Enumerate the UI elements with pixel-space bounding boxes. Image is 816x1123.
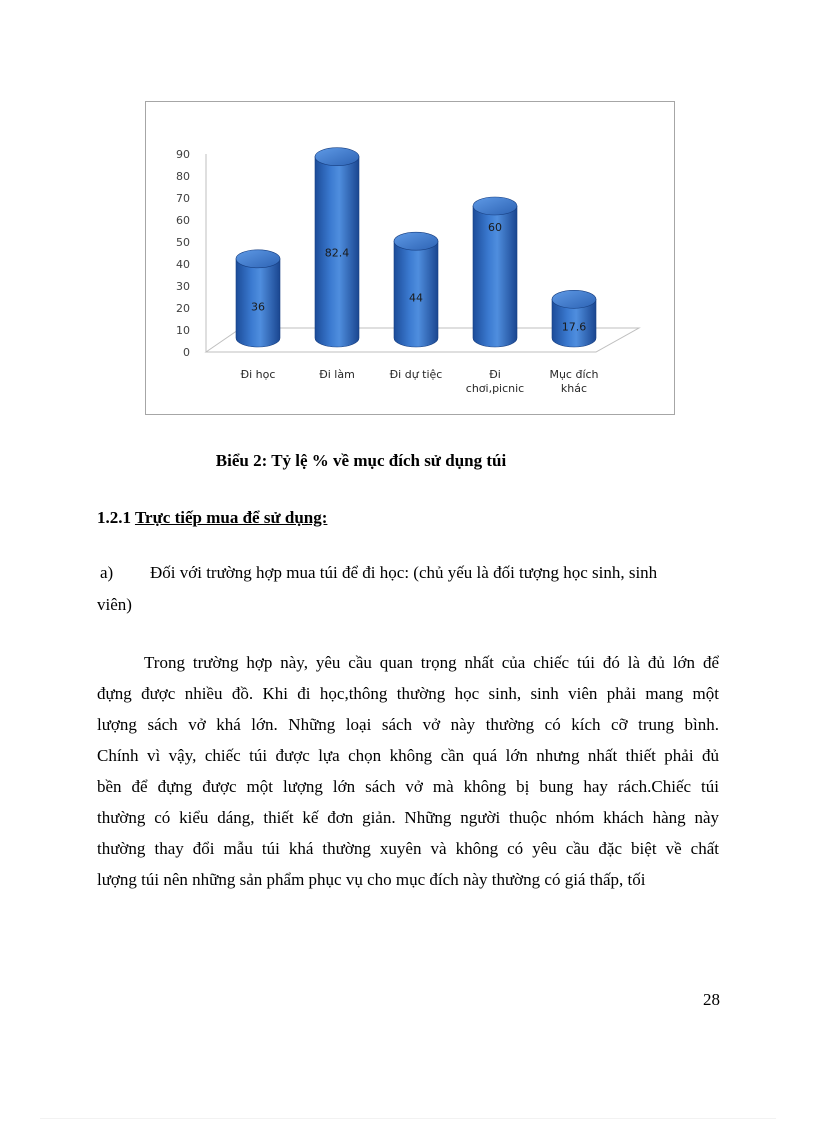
x-tick-label: Đi (489, 368, 501, 381)
y-tick-label: 60 (176, 214, 190, 227)
data-label: 36 (251, 300, 265, 314)
data-label: 17.6 (561, 320, 587, 334)
bar-cap (315, 148, 359, 166)
paragraph-line: thường có kiểu dáng, thiết kế đơn giản. Những người thuộc nhóm khách hàng này (97, 808, 719, 827)
y-tick-label: 80 (176, 170, 190, 183)
bar-cap (552, 290, 596, 308)
y-tick-label: 0 (183, 346, 190, 359)
section-number: 1.2.1 (97, 508, 131, 527)
data-label: 82.4 (324, 246, 350, 260)
caption-text: Biểu 2: Tỷ lệ % về mục đích sử dụng túi (215, 451, 507, 470)
list-item-a (97, 557, 719, 621)
list-item-line-2: viên) (97, 595, 132, 614)
list-marker: a) (100, 563, 114, 582)
y-tick-label: 40 (176, 258, 190, 271)
list-item-line-1: Đối với trường hợp mua túi để đi học: (chủ yếu là đối tượng học sinh, sinh (150, 563, 658, 582)
paragraph-line: Trong trường hợp này, yêu cầu quan trọng nhất của chiếc túi đó là đủ lớn để (144, 653, 719, 672)
page-divider (40, 1118, 776, 1119)
paragraph-line: bền để đựng được một lượng lớn sách vở mà không bị bung hay rách.Chiếc túi (97, 777, 719, 796)
y-tick-label: 10 (176, 324, 190, 337)
bar-cap (236, 250, 280, 268)
x-tick-label: Đi học (240, 368, 276, 381)
y-tick-label: 50 (176, 236, 190, 249)
x-tick-label: Đi dự tiệc (389, 368, 443, 381)
bar-0 (236, 250, 280, 347)
bar-4 (552, 290, 596, 347)
paragraph-line: lượng sách vở khá lớn. Những loại sách vở này thường có kích cỡ trung bình. (97, 715, 719, 734)
x-tick-label: chơi,picnic (465, 382, 525, 395)
chart-canvas (146, 102, 676, 416)
bar-cap (473, 197, 517, 215)
paragraph-line: thường thay đổi mẫu túi khá thường xuyên và không có yêu cầu đặc biệt về chất (97, 839, 719, 858)
bar-3 (473, 197, 517, 347)
x-tick-label: Đi làm (319, 368, 355, 381)
section-heading (97, 508, 327, 528)
bar-chart (145, 101, 675, 415)
section-title: Trực tiếp mua để sử dụng: (134, 508, 328, 527)
body-paragraph (97, 647, 719, 895)
x-tick-label: khác (560, 382, 588, 395)
data-label: 60 (488, 221, 502, 234)
y-tick-label: 90 (176, 148, 190, 161)
bar-2 (394, 232, 438, 347)
bar-cap (394, 232, 438, 250)
data-label: 44 (409, 291, 423, 305)
paragraph-line: đựng được nhiều đồ. Khi đi học,thông thường học sinh, sinh viên phải mang một (97, 684, 719, 703)
y-tick-label: 20 (176, 302, 190, 315)
page-number: 28 (703, 990, 720, 1009)
y-tick-label: 30 (176, 280, 190, 293)
chart-caption (0, 451, 816, 471)
paragraph-line: lượng túi nên những sản phẩm phục vụ cho mục đích này thường có giá thấp, tối (97, 870, 646, 889)
paragraph-line: Chính vì vậy, chiếc túi được lựa chọn không cần quá lớn nhưng nhất thiết phải đủ (97, 746, 719, 765)
y-tick-label: 70 (176, 192, 190, 205)
x-tick-label: Mục đích (549, 368, 599, 381)
